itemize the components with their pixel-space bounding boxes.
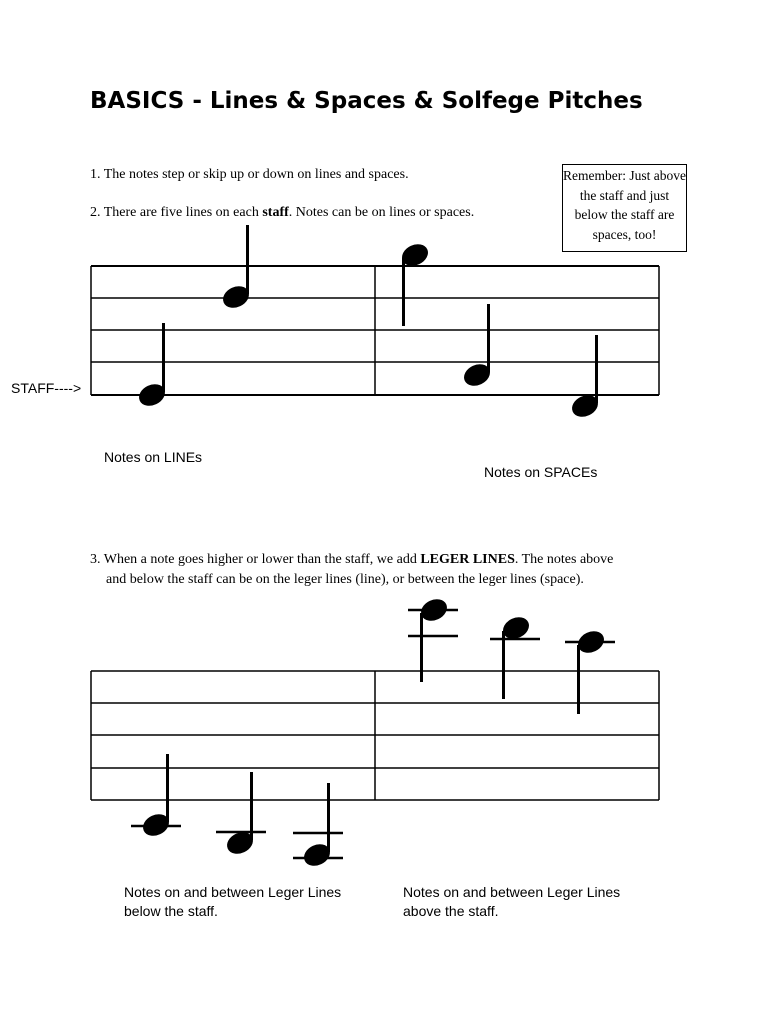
- notes-on-spaces-caption: Notes on SPACEs: [484, 464, 598, 480]
- instruction-3-line-1: [90, 552, 613, 568]
- note-in-space-1: [399, 241, 431, 326]
- staff-term: staff: [262, 205, 289, 220]
- leger-note-above-2: [490, 614, 540, 699]
- remember-note-box: Remember: Just above the staff and just below the staff are spaces, too!: [562, 164, 687, 252]
- instruction-1: 1. The notes step or skip up or down on lines and spaces.: [90, 167, 409, 182]
- instruction-3-text: 3. When a note goes higher or lower than the staff, we add: [90, 552, 421, 567]
- page-title: BASICS - Lines & Spaces & Solfege Pitches: [90, 88, 643, 114]
- instruction-3-tail: . The notes above: [514, 552, 614, 567]
- notes-on-lines-caption: Notes on LINEs: [104, 449, 203, 465]
- instruction-2-tail: . Notes can be on lines or spaces.: [288, 205, 475, 220]
- leger-above-caption: Notes on and between Leger Lines above the staff.: [403, 884, 621, 919]
- staff-label: STAFF---->: [11, 380, 82, 396]
- leger-note-above-1: [408, 596, 458, 682]
- leger-lines-term: LEGER LINES: [420, 552, 515, 567]
- leger-note-below-2: [216, 772, 266, 857]
- note-on-line-2: [220, 225, 252, 311]
- leger-note-below-1: [131, 754, 181, 839]
- note-in-space-3: [569, 335, 601, 420]
- leger-note-below-3: [293, 783, 343, 869]
- instruction-3-line-2: and below the staff can be on the leger lines (line), or between the leger lines (space).: [106, 572, 584, 587]
- staff-2: [91, 671, 659, 800]
- note-in-space-2: [461, 304, 493, 389]
- staff-1: [91, 266, 659, 395]
- leger-below-caption: Notes on and between Leger Lines below the staff.: [124, 884, 342, 919]
- instruction-2-text: 2. There are five lines on each: [90, 205, 263, 220]
- note-on-line-1: [136, 323, 168, 409]
